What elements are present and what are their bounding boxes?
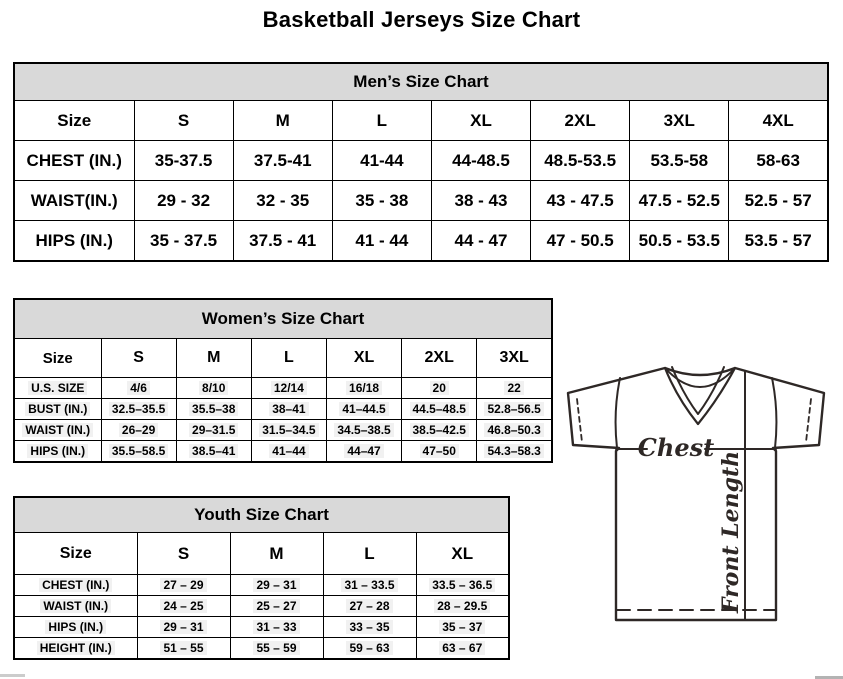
- row-label: HIPS (IN.): [14, 441, 101, 463]
- table-cell: 55 – 59: [230, 638, 323, 660]
- screenshot-artifact-left: [0, 674, 25, 677]
- row-label: WAIST (IN.): [14, 420, 101, 441]
- table-cell: 29 - 32: [134, 181, 233, 221]
- table-cell: 31.5–34.5: [251, 420, 326, 441]
- table-cell: 26–29: [101, 420, 176, 441]
- table-cell: 50.5 - 53.5: [630, 221, 729, 262]
- table-cell: 35 - 37.5: [134, 221, 233, 262]
- table-cell: 35-37.5: [134, 141, 233, 181]
- column-header: M: [176, 339, 251, 378]
- table-cell: 20: [402, 378, 477, 399]
- column-header: S: [101, 339, 176, 378]
- row-label: BUST (IN.): [14, 399, 101, 420]
- table-cell: 32 - 35: [233, 181, 332, 221]
- womens-size-table: [13, 298, 553, 463]
- table-cell: 38–41: [251, 399, 326, 420]
- table-row: [14, 575, 509, 596]
- table-cell: 34.5–38.5: [326, 420, 401, 441]
- column-header: XL: [326, 339, 401, 378]
- row-label: CHEST (IN.): [14, 575, 137, 596]
- table-cell: 25 – 27: [230, 596, 323, 617]
- column-header: Size: [14, 533, 137, 575]
- table-cell: 37.5 - 41: [233, 221, 332, 262]
- table-cell: 52.8–56.5: [477, 399, 552, 420]
- chest-label: Chest: [637, 433, 715, 462]
- table-cell: 41 - 44: [332, 221, 431, 262]
- table-cell: 44–47: [326, 441, 401, 463]
- table-cell: 35 - 38: [332, 181, 431, 221]
- table-cell: 8/10: [176, 378, 251, 399]
- column-header: M: [230, 533, 323, 575]
- table-cell: 63 – 67: [416, 638, 509, 660]
- column-header: 4XL: [729, 101, 828, 141]
- column-header: M: [233, 101, 332, 141]
- table-section-header: Youth Size Chart: [14, 497, 509, 533]
- row-label: WAIST (IN.): [14, 596, 137, 617]
- table-cell: 32.5–35.5: [101, 399, 176, 420]
- table-cell: 29 – 31: [137, 617, 230, 638]
- table-cell: 33 – 35: [323, 617, 416, 638]
- table-cell: 38.5–41: [176, 441, 251, 463]
- table-cell: 37.5-41: [233, 141, 332, 181]
- table-cell: 47–50: [402, 441, 477, 463]
- table-cell: 44 - 47: [431, 221, 530, 262]
- table-cell: 28 – 29.5: [416, 596, 509, 617]
- table-row: [14, 441, 552, 463]
- table-cell: 29–31.5: [176, 420, 251, 441]
- table-cell: 4/6: [101, 378, 176, 399]
- table-cell: 29 – 31: [230, 575, 323, 596]
- table-cell: 41–44: [251, 441, 326, 463]
- table-row: [14, 378, 552, 399]
- column-header: 3XL: [630, 101, 729, 141]
- table-row: [14, 638, 509, 660]
- column-header: XL: [431, 101, 530, 141]
- column-header: L: [251, 339, 326, 378]
- column-header: Size: [14, 339, 101, 378]
- column-header: L: [332, 101, 431, 141]
- column-header: S: [134, 101, 233, 141]
- table-row: [14, 399, 552, 420]
- table-cell: 27 – 29: [137, 575, 230, 596]
- table-cell: 44.5–48.5: [402, 399, 477, 420]
- column-header: Size: [14, 101, 134, 141]
- table-cell: 35.5–38: [176, 399, 251, 420]
- row-label: U.S. SIZE: [14, 378, 101, 399]
- table-cell: 48.5-53.5: [531, 141, 630, 181]
- table-cell: 35 – 37: [416, 617, 509, 638]
- youth-size-table: [13, 496, 510, 660]
- table-cell: 31 – 33: [230, 617, 323, 638]
- column-header: 2XL: [402, 339, 477, 378]
- table-cell: 41-44: [332, 141, 431, 181]
- row-label: HIPS (IN.): [14, 221, 134, 262]
- table-row: [14, 141, 828, 181]
- table-cell: 59 – 63: [323, 638, 416, 660]
- table-row: [14, 181, 828, 221]
- table-row: [14, 221, 828, 262]
- table-row: [14, 617, 509, 638]
- table-cell: 53.5-58: [630, 141, 729, 181]
- table-cell: 24 – 25: [137, 596, 230, 617]
- table-cell: 44-48.5: [431, 141, 530, 181]
- table-cell: 27 – 28: [323, 596, 416, 617]
- row-label: HIPS (IN.): [14, 617, 137, 638]
- front-length-label: Front Length: [718, 450, 744, 614]
- table-cell: 47.5 - 52.5: [630, 181, 729, 221]
- table-cell: 38 - 43: [431, 181, 530, 221]
- table-cell: 35.5–58.5: [101, 441, 176, 463]
- column-header: L: [323, 533, 416, 575]
- table-row: [14, 420, 552, 441]
- table-cell: 51 – 55: [137, 638, 230, 660]
- column-header: S: [137, 533, 230, 575]
- column-header: 2XL: [531, 101, 630, 141]
- table-cell: 46.8–50.3: [477, 420, 552, 441]
- jersey-body-outline: [568, 368, 824, 620]
- table-section-header: Men’s Size Chart: [14, 63, 828, 101]
- column-header: 3XL: [477, 339, 552, 378]
- column-header: XL: [416, 533, 509, 575]
- table-cell: 33.5 – 36.5: [416, 575, 509, 596]
- table-cell: 12/14: [251, 378, 326, 399]
- table-cell: 53.5 - 57: [729, 221, 828, 262]
- table-cell: 52.5 - 57: [729, 181, 828, 221]
- table-cell: 41–44.5: [326, 399, 401, 420]
- table-cell: 38.5–42.5: [402, 420, 477, 441]
- table-cell: 47 - 50.5: [531, 221, 630, 262]
- table-section-header: Women’s Size Chart: [14, 299, 552, 339]
- table-cell: 22: [477, 378, 552, 399]
- page-title: Basketball Jerseys Size Chart: [262, 7, 581, 32]
- table-row: [14, 596, 509, 617]
- table-cell: 16/18: [326, 378, 401, 399]
- table-cell: 54.3–58.3: [477, 441, 552, 463]
- table-cell: 31 – 33.5: [323, 575, 416, 596]
- row-label: HEIGHT (IN.): [14, 638, 137, 660]
- table-cell: 58-63: [729, 141, 828, 181]
- mens-size-table: [13, 62, 829, 262]
- row-label: CHEST (IN.): [14, 141, 134, 181]
- row-label: WAIST(IN.): [14, 181, 134, 221]
- table-cell: 43 - 47.5: [531, 181, 630, 221]
- jersey-measurement-diagram: [558, 362, 830, 625]
